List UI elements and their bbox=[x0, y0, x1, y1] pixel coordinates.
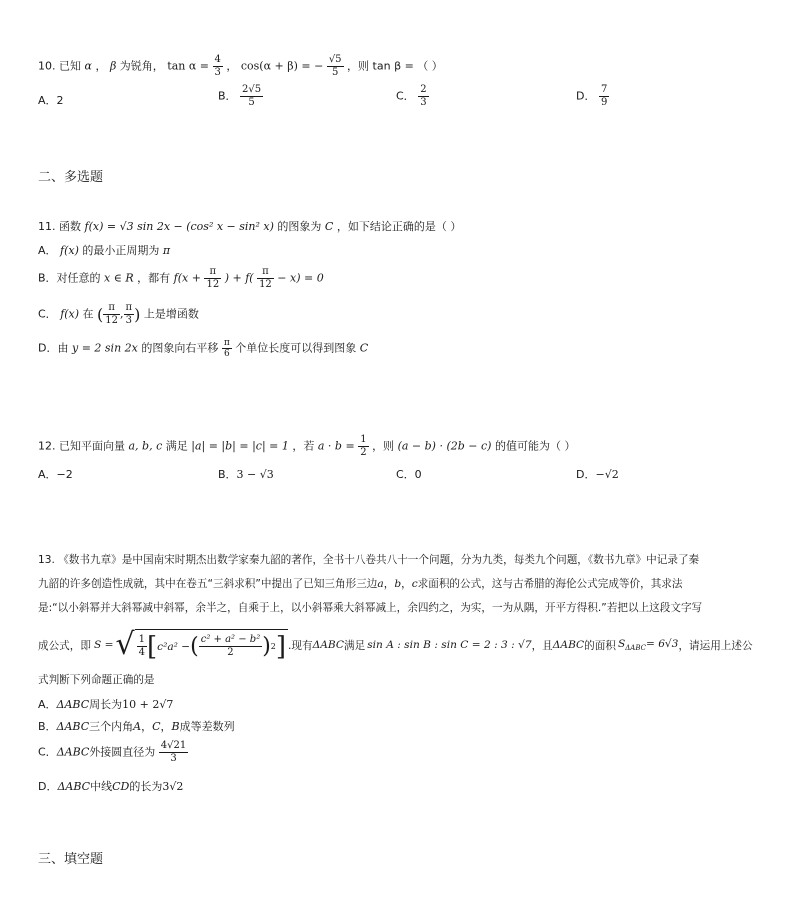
q13-line-3: 是:“以小斜幂并大斜幂减中斜幂，余半之，自乘于上，以小斜幂乘大斜幂减上，余四约之，为实，一为从隅，开平方得积.”若把以上这段文字写 bbox=[38, 602, 703, 614]
q11-option-b: B．对任意的 x ∈ R ，都有 f(x + $\frac{\pi}{12}$ ) + f( $\frac{\pi}{12}$ − x) = 0 bbox=[38, 266, 324, 290]
q11-option-a: A． f(x) 的最小正周期为 π bbox=[38, 244, 171, 257]
q12-option-c: C．0 bbox=[396, 468, 422, 481]
q13-option-d: D．ΔABC中线CD的长为3√2 bbox=[38, 780, 184, 793]
q12-stem: 12. 已知平面向量 a, b, c 满足 |a| = |b| = |c| = 1 ，若 a · b = $\frac{1}{2}$ ，则 (a − b) · (2b − c) 的值可能为（ ） bbox=[38, 434, 576, 458]
section-title-multiple-choice: 二、多选题 bbox=[38, 170, 104, 185]
q10-option-b: B． $\frac{2√5}{5}$ bbox=[218, 84, 262, 108]
q13-line-1: 13. 《数书九章》是中国南宋时期杰出数学家秦九韶的著作，全书十八卷共八十一个问题，分为九类，每类九个问题，《数书九章》中记录了秦 bbox=[38, 554, 700, 566]
q10-option-d: D． $\frac{7}{9}$ bbox=[576, 84, 608, 108]
q13-line-2: 九韶的许多创造性成就，其中在卷五“三斜求积”中提出了已知三角形三边a，b，c求面积的公式，这与古希腊的海伦公式完成等价，其求法 bbox=[38, 578, 683, 590]
q13-option-a: A．ΔABC周长为10 + 2√7 bbox=[38, 698, 174, 711]
q11-option-d: D．由 y = 2 sin 2x 的图象向右平移 $\frac{\pi}{6}$ 个单位长度可以得到图象 C bbox=[38, 338, 369, 359]
heron-formula: √ $\frac{1}{4}$ [ c²a² − ( $\frac{\text{c² + a² − b²}}{2}$ ) 2 ] bbox=[115, 627, 287, 662]
q13-line-4: 成公式，即 S = √ $\frac{1}{4}$ [ c²a² − ( $\frac{\text{c² + a² − b²}}{2}$ ) 2 ] .现有 ΔABC 满足 sin A : sin B : sin C = 2 : 3 : √7 ，且 ΔABC 的面积 $S_{\Delta ABC}= 6√3$ ，请运用上述公 bbox=[38, 627, 753, 662]
q10-option-a: A．2 bbox=[38, 94, 64, 107]
q13-line-5: 式判断下列命题正确的是 bbox=[38, 674, 155, 686]
q11-stem: 11. 函数 f(x) = √3 sin 2x − (cos² x − sin² x) 的图象为 C ，如下结论正确的是（ ） bbox=[38, 220, 462, 233]
q12-option-d: D．−√2 bbox=[576, 468, 619, 481]
q13-option-b: B．ΔABC三个内角A，C，B成等差数列 bbox=[38, 720, 235, 733]
q12-option-a: A．−2 bbox=[38, 468, 73, 481]
section-title-fill-in-blank: 三、填空题 bbox=[38, 852, 104, 867]
q10-option-c: C． $\frac{2}{3}$ bbox=[396, 84, 427, 108]
q11-option-c: C． f(x) 在 ( $\frac{\pi}{12}$ , $\frac{\pi}{3}$ ) 上是增函数 bbox=[38, 302, 199, 326]
q13-option-c: C．ΔABC外接圆直径为 $\frac{4√21}{3}$ bbox=[38, 740, 187, 764]
q12-option-b: B．3 − √3 bbox=[218, 468, 274, 481]
q10-stem: 10. 已知 α ， β 为锐角， tan α = $\frac{4}{3}$ ， cos(α + β) = − $\frac{√5}{5}$ ，则 tan β = （ ） bbox=[38, 54, 443, 78]
